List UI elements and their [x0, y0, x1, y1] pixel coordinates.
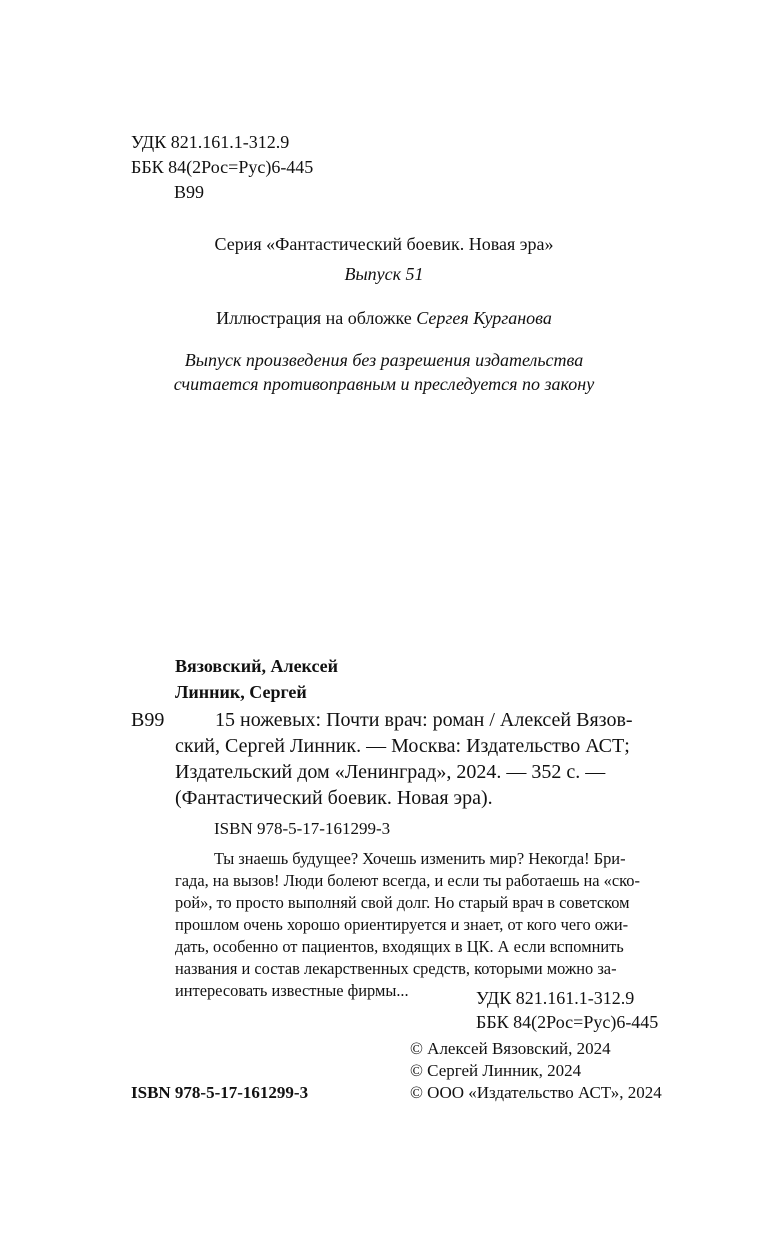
- copyright-line-1: © Алексей Вязовский, 2024: [410, 1039, 611, 1058]
- author-2: Линник, Сергей: [175, 682, 307, 702]
- annotation-line: названия и состав лекарственных средств, которыми можно за-: [175, 959, 617, 978]
- issue-number: Выпуск 51: [344, 264, 424, 284]
- illustrator-name: Сергея Курганова: [416, 308, 552, 328]
- description-line-2: ский, Сергей Линник. — Москва: Издательство АСТ;: [175, 735, 630, 757]
- bbk-code-bottom: ББК 84(2Рос=Рус)6-445: [476, 1012, 659, 1032]
- description-line-1: 15 ножевых: Почти врач: роман / Алексей Вязов-: [215, 709, 633, 731]
- annotation-line: рой», то просто выполняй свой долг. Но старый врач в советском: [175, 893, 630, 912]
- illustration-prefix: Иллюстрация на обложке: [216, 308, 417, 328]
- copyright-warning-line-2: считается противоправным и преследуется по закону: [173, 374, 595, 394]
- illustration-credit: [0, 306, 768, 331]
- copyright-line-3: © ООО «Издательство АСТ», 2024: [410, 1083, 662, 1102]
- udk-code-bottom: УДК 821.161.1-312.9: [476, 988, 635, 1008]
- annotation-line: интересовать известные фирмы...: [175, 981, 409, 1000]
- author-1: Вязовский, Алексей: [175, 656, 339, 676]
- author-mark-top: В99: [174, 182, 205, 202]
- annotation-line: прошлом очень хорошо ориентируется и знает, от кого чего ожи-: [175, 915, 629, 934]
- udk-code-top: УДК 821.161.1-312.9: [131, 132, 290, 152]
- series-title: Серия «Фантастический боевик. Новая эра»: [214, 234, 554, 254]
- isbn-line: ISBN 978-5-17-161299-3: [214, 819, 391, 838]
- annotation-line: гада, на вызов! Люди болеют всегда, и если ты работаешь на «ско-: [175, 871, 640, 890]
- bbk-code-top: ББК 84(2Рос=Рус)6-445: [131, 157, 314, 177]
- author-mark: В99: [131, 709, 165, 731]
- annotation: [131, 848, 673, 1002]
- description-line-4: (Фантастический боевик. Новая эра).: [175, 787, 493, 809]
- copyright-line-2: © Сергей Линник, 2024: [410, 1061, 582, 1080]
- description-line-3: Издательский дом «Ленинград», 2024. — 352 с. —: [175, 761, 606, 783]
- annotation-line: Ты знаешь будущее? Хочешь изменить мир? Некогда! Бри-: [214, 849, 626, 868]
- copyright-warning-line-1: Выпуск произведения без разрешения издательства: [184, 350, 584, 370]
- annotation-line: дать, особенно от пациентов, входящих в ЦК. А если вспомнить: [175, 937, 624, 956]
- isbn-bold: ISBN 978-5-17-161299-3: [131, 1083, 309, 1102]
